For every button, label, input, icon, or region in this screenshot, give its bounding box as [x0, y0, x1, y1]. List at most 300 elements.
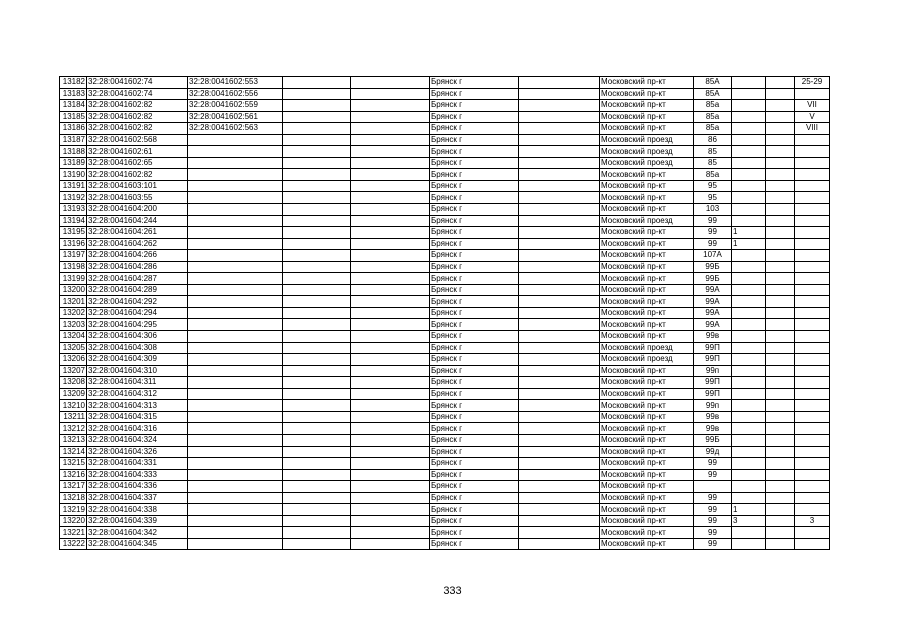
house-cell: 107А	[694, 250, 732, 262]
blank-col-5-cell	[351, 388, 430, 400]
related-cadastral-number-cell	[188, 388, 283, 400]
table-row	[60, 88, 830, 100]
corpus-cell	[766, 261, 795, 273]
blank-col-4-cell	[283, 411, 351, 423]
related-cadastral-number-cell	[188, 538, 283, 550]
blank-col-7-cell	[519, 400, 600, 412]
blank-col-5-cell	[351, 77, 430, 89]
city-cell: Брянск г	[430, 319, 519, 331]
street-cell: Московский пр-кт	[600, 100, 694, 112]
blank-col-5-cell	[351, 238, 430, 250]
house-cell: 85а	[694, 123, 732, 135]
blank-col-7-cell	[519, 319, 600, 331]
cadastral-number-cell: 32:28:0041602:82	[87, 111, 188, 123]
flat-cell	[795, 238, 830, 250]
street-cell: Московский проезд	[600, 354, 694, 366]
house-cell: 103	[694, 204, 732, 216]
street-cell: Московский проезд	[600, 134, 694, 146]
blank-col-4-cell	[283, 527, 351, 539]
corpus-cell	[766, 377, 795, 389]
cadastral-number-cell: 32:28:0041604:312	[87, 388, 188, 400]
flat-cell	[795, 504, 830, 516]
blank-col-7-cell	[519, 238, 600, 250]
blank-col-5-cell	[351, 319, 430, 331]
flat-cell	[795, 527, 830, 539]
table-row	[60, 458, 830, 470]
blank-col-4-cell	[283, 331, 351, 343]
city-cell: Брянск г	[430, 100, 519, 112]
street-cell: Московский пр-кт	[600, 434, 694, 446]
related-cadastral-number-cell	[188, 319, 283, 331]
blank-col-4-cell	[283, 261, 351, 273]
related-cadastral-number-cell	[188, 261, 283, 273]
related-cadastral-number-cell	[188, 492, 283, 504]
row-number-cell: 13207	[60, 365, 87, 377]
blank-col-4-cell	[283, 481, 351, 493]
house-cell: 99	[694, 458, 732, 470]
house-cell: 99Б	[694, 261, 732, 273]
blank-col-4-cell	[283, 77, 351, 89]
table-row	[60, 515, 830, 527]
corpus-cell	[766, 123, 795, 135]
building-cell	[732, 354, 766, 366]
blank-col-5-cell	[351, 423, 430, 435]
street-cell: Московский пр-кт	[600, 238, 694, 250]
street-cell: Московский пр-кт	[600, 77, 694, 89]
flat-cell	[795, 469, 830, 481]
related-cadastral-number-cell	[188, 434, 283, 446]
blank-col-5-cell	[351, 169, 430, 181]
blank-col-4-cell	[283, 377, 351, 389]
building-cell	[732, 446, 766, 458]
building-cell	[732, 284, 766, 296]
cadastral-number-cell: 32:28:0041604:336	[87, 481, 188, 493]
blank-col-5-cell	[351, 157, 430, 169]
blank-col-4-cell	[283, 238, 351, 250]
table-row	[60, 527, 830, 539]
table-row	[60, 504, 830, 516]
row-number-cell: 13186	[60, 123, 87, 135]
blank-col-5-cell	[351, 111, 430, 123]
building-cell	[732, 169, 766, 181]
corpus-cell	[766, 492, 795, 504]
cadastral-number-cell: 32:28:0041602:568	[87, 134, 188, 146]
flat-cell	[795, 423, 830, 435]
row-number-cell: 13213	[60, 434, 87, 446]
related-cadastral-number-cell	[188, 331, 283, 343]
blank-col-7-cell	[519, 469, 600, 481]
blank-col-5-cell	[351, 192, 430, 204]
city-cell: Брянск г	[430, 215, 519, 227]
corpus-cell	[766, 238, 795, 250]
blank-col-4-cell	[283, 365, 351, 377]
related-cadastral-number-cell	[188, 250, 283, 262]
row-number-cell: 13220	[60, 515, 87, 527]
city-cell: Брянск г	[430, 469, 519, 481]
blank-col-7-cell	[519, 492, 600, 504]
cadastral-number-cell: 32:28:0041602:82	[87, 123, 188, 135]
related-cadastral-number-cell	[188, 365, 283, 377]
building-cell	[732, 157, 766, 169]
row-number-cell: 13215	[60, 458, 87, 470]
row-number-cell: 13222	[60, 538, 87, 550]
building-cell	[732, 273, 766, 285]
house-cell: 99А	[694, 284, 732, 296]
street-cell: Московский пр-кт	[600, 481, 694, 493]
cadastral-number-cell: 32:28:0041604:324	[87, 434, 188, 446]
row-number-cell: 13211	[60, 411, 87, 423]
corpus-cell	[766, 411, 795, 423]
building-cell	[732, 492, 766, 504]
table-row	[60, 319, 830, 331]
flat-cell: 3	[795, 515, 830, 527]
building-cell	[732, 481, 766, 493]
blank-col-5-cell	[351, 538, 430, 550]
table-row	[60, 423, 830, 435]
cadastral-number-cell: 32:28:0041604:286	[87, 261, 188, 273]
related-cadastral-number-cell	[188, 469, 283, 481]
city-cell: Брянск г	[430, 527, 519, 539]
street-cell: Московский пр-кт	[600, 469, 694, 481]
row-number-cell: 13210	[60, 400, 87, 412]
flat-cell	[795, 250, 830, 262]
house-cell: 95	[694, 192, 732, 204]
city-cell: Брянск г	[430, 434, 519, 446]
street-cell: Московский пр-кт	[600, 192, 694, 204]
blank-col-5-cell	[351, 284, 430, 296]
blank-col-5-cell	[351, 88, 430, 100]
street-cell: Московский пр-кт	[600, 273, 694, 285]
blank-col-7-cell	[519, 123, 600, 135]
row-number-cell: 13201	[60, 296, 87, 308]
related-cadastral-number-cell	[188, 423, 283, 435]
building-cell: 1	[732, 238, 766, 250]
row-number-cell: 13200	[60, 284, 87, 296]
building-cell: 1	[732, 504, 766, 516]
city-cell: Брянск г	[430, 388, 519, 400]
related-cadastral-number-cell	[188, 146, 283, 158]
corpus-cell	[766, 146, 795, 158]
blank-col-7-cell	[519, 100, 600, 112]
table-row	[60, 238, 830, 250]
blank-col-5-cell	[351, 250, 430, 262]
related-cadastral-number-cell	[188, 273, 283, 285]
street-cell: Московский пр-кт	[600, 504, 694, 516]
blank-col-5-cell	[351, 481, 430, 493]
table-row	[60, 296, 830, 308]
cadastral-number-cell: 32:28:0041604:295	[87, 319, 188, 331]
house-cell: 99в	[694, 331, 732, 343]
cadastral-number-cell: 32:28:0041604:342	[87, 527, 188, 539]
city-cell: Брянск г	[430, 504, 519, 516]
table-row	[60, 342, 830, 354]
corpus-cell	[766, 88, 795, 100]
table-row	[60, 284, 830, 296]
city-cell: Брянск г	[430, 146, 519, 158]
corpus-cell	[766, 388, 795, 400]
building-cell	[732, 296, 766, 308]
blank-col-5-cell	[351, 273, 430, 285]
related-cadastral-number-cell	[188, 227, 283, 239]
building-cell	[732, 469, 766, 481]
street-cell: Московский пр-кт	[600, 400, 694, 412]
flat-cell	[795, 365, 830, 377]
blank-col-4-cell	[283, 111, 351, 123]
building-cell	[732, 458, 766, 470]
building-cell	[732, 215, 766, 227]
cadastral-number-cell: 32:28:0041604:309	[87, 354, 188, 366]
blank-col-7-cell	[519, 204, 600, 216]
blank-col-5-cell	[351, 458, 430, 470]
blank-col-7-cell	[519, 504, 600, 516]
blank-col-4-cell	[283, 180, 351, 192]
blank-col-5-cell	[351, 123, 430, 135]
flat-cell	[795, 411, 830, 423]
blank-col-7-cell	[519, 423, 600, 435]
corpus-cell	[766, 423, 795, 435]
blank-col-7-cell	[519, 365, 600, 377]
table-row	[60, 273, 830, 285]
blank-col-4-cell	[283, 157, 351, 169]
related-cadastral-number-cell: 32:28:0041602:553	[188, 77, 283, 89]
house-cell: 99Б	[694, 434, 732, 446]
row-number-cell: 13218	[60, 492, 87, 504]
flat-cell	[795, 215, 830, 227]
row-number-cell: 13212	[60, 423, 87, 435]
table-row	[60, 192, 830, 204]
city-cell: Брянск г	[430, 342, 519, 354]
related-cadastral-number-cell	[188, 157, 283, 169]
city-cell: Брянск г	[430, 157, 519, 169]
blank-col-7-cell	[519, 538, 600, 550]
building-cell	[732, 111, 766, 123]
blank-col-4-cell	[283, 215, 351, 227]
row-number-cell: 13221	[60, 527, 87, 539]
building-cell	[732, 192, 766, 204]
city-cell: Брянск г	[430, 250, 519, 262]
related-cadastral-number-cell	[188, 134, 283, 146]
corpus-cell	[766, 307, 795, 319]
blank-col-5-cell	[351, 204, 430, 216]
street-cell: Московский пр-кт	[600, 169, 694, 181]
blank-col-4-cell	[283, 227, 351, 239]
house-cell: 85	[694, 146, 732, 158]
corpus-cell	[766, 342, 795, 354]
street-cell: Московский пр-кт	[600, 538, 694, 550]
row-number-cell: 13183	[60, 88, 87, 100]
blank-col-4-cell	[283, 515, 351, 527]
city-cell: Брянск г	[430, 134, 519, 146]
street-cell: Московский проезд	[600, 157, 694, 169]
city-cell: Брянск г	[430, 411, 519, 423]
table-row	[60, 215, 830, 227]
blank-col-7-cell	[519, 434, 600, 446]
flat-cell	[795, 446, 830, 458]
flat-cell: 25-29	[795, 77, 830, 89]
blank-col-5-cell	[351, 365, 430, 377]
corpus-cell	[766, 538, 795, 550]
blank-col-5-cell	[351, 134, 430, 146]
related-cadastral-number-cell	[188, 180, 283, 192]
row-number-cell: 13203	[60, 319, 87, 331]
related-cadastral-number-cell	[188, 215, 283, 227]
building-cell	[732, 434, 766, 446]
street-cell: Московский пр-кт	[600, 515, 694, 527]
flat-cell	[795, 434, 830, 446]
blank-col-7-cell	[519, 169, 600, 181]
table-row	[60, 250, 830, 262]
house-cell: 99	[694, 527, 732, 539]
blank-col-4-cell	[283, 504, 351, 516]
blank-col-5-cell	[351, 411, 430, 423]
blank-col-5-cell	[351, 331, 430, 343]
blank-col-7-cell	[519, 250, 600, 262]
table-row	[60, 77, 830, 89]
cadastral-number-cell: 32:28:0041604:261	[87, 227, 188, 239]
city-cell: Брянск г	[430, 88, 519, 100]
blank-col-4-cell	[283, 538, 351, 550]
building-cell	[732, 331, 766, 343]
table-row	[60, 446, 830, 458]
street-cell: Московский пр-кт	[600, 123, 694, 135]
related-cadastral-number-cell: 32:28:0041602:561	[188, 111, 283, 123]
flat-cell: V	[795, 111, 830, 123]
flat-cell	[795, 169, 830, 181]
city-cell: Брянск г	[430, 204, 519, 216]
flat-cell	[795, 481, 830, 493]
city-cell: Брянск г	[430, 377, 519, 389]
flat-cell	[795, 134, 830, 146]
table-body	[60, 77, 830, 550]
corpus-cell	[766, 284, 795, 296]
table-row	[60, 377, 830, 389]
house-cell: 99А	[694, 307, 732, 319]
street-cell: Московский пр-кт	[600, 423, 694, 435]
blank-col-4-cell	[283, 319, 351, 331]
street-cell: Московский пр-кт	[600, 446, 694, 458]
flat-cell	[795, 319, 830, 331]
cadastral-number-cell: 32:28:0041604:316	[87, 423, 188, 435]
building-cell	[732, 411, 766, 423]
building-cell	[732, 423, 766, 435]
flat-cell	[795, 400, 830, 412]
blank-col-5-cell	[351, 100, 430, 112]
blank-col-7-cell	[519, 458, 600, 470]
building-cell	[732, 100, 766, 112]
corpus-cell	[766, 134, 795, 146]
house-cell: 99в	[694, 411, 732, 423]
blank-col-7-cell	[519, 527, 600, 539]
blank-col-4-cell	[283, 100, 351, 112]
blank-col-7-cell	[519, 388, 600, 400]
house-cell: 99Б	[694, 273, 732, 285]
house-cell: 85А	[694, 88, 732, 100]
house-cell: 85	[694, 157, 732, 169]
related-cadastral-number-cell	[188, 204, 283, 216]
city-cell: Брянск г	[430, 423, 519, 435]
blank-col-4-cell	[283, 273, 351, 285]
blank-col-7-cell	[519, 377, 600, 389]
cadastral-number-cell: 32:28:0041604:262	[87, 238, 188, 250]
building-cell	[732, 388, 766, 400]
row-number-cell: 13199	[60, 273, 87, 285]
related-cadastral-number-cell	[188, 307, 283, 319]
building-cell	[732, 307, 766, 319]
blank-col-5-cell	[351, 146, 430, 158]
related-cadastral-number-cell	[188, 504, 283, 516]
flat-cell: VII	[795, 100, 830, 112]
blank-col-4-cell	[283, 388, 351, 400]
row-number-cell: 13189	[60, 157, 87, 169]
blank-col-4-cell	[283, 204, 351, 216]
blank-col-7-cell	[519, 515, 600, 527]
flat-cell	[795, 146, 830, 158]
blank-col-4-cell	[283, 400, 351, 412]
table-row	[60, 261, 830, 273]
blank-col-5-cell	[351, 261, 430, 273]
corpus-cell	[766, 296, 795, 308]
building-cell	[732, 123, 766, 135]
corpus-cell	[766, 215, 795, 227]
cadastral-number-cell: 32:28:0041602:61	[87, 146, 188, 158]
city-cell: Брянск г	[430, 446, 519, 458]
blank-col-5-cell	[351, 492, 430, 504]
table-row	[60, 111, 830, 123]
city-cell: Брянск г	[430, 180, 519, 192]
row-number-cell: 13197	[60, 250, 87, 262]
cadastral-number-cell: 32:28:0041604:310	[87, 365, 188, 377]
blank-col-5-cell	[351, 504, 430, 516]
blank-col-7-cell	[519, 215, 600, 227]
blank-col-5-cell	[351, 215, 430, 227]
city-cell: Брянск г	[430, 77, 519, 89]
row-number-cell: 13198	[60, 261, 87, 273]
table-row	[60, 100, 830, 112]
row-number-cell: 13185	[60, 111, 87, 123]
blank-col-7-cell	[519, 146, 600, 158]
city-cell: Брянск г	[430, 307, 519, 319]
house-cell: 99	[694, 504, 732, 516]
table-row	[60, 157, 830, 169]
table-row	[60, 123, 830, 135]
row-number-cell: 13193	[60, 204, 87, 216]
table-row	[60, 331, 830, 343]
house-cell: 99А	[694, 319, 732, 331]
blank-col-4-cell	[283, 469, 351, 481]
blank-col-7-cell	[519, 261, 600, 273]
blank-col-4-cell	[283, 354, 351, 366]
flat-cell	[795, 157, 830, 169]
blank-col-7-cell	[519, 227, 600, 239]
blank-col-5-cell	[351, 296, 430, 308]
related-cadastral-number-cell	[188, 527, 283, 539]
row-number-cell: 13204	[60, 331, 87, 343]
table-row	[60, 538, 830, 550]
related-cadastral-number-cell	[188, 458, 283, 470]
corpus-cell	[766, 227, 795, 239]
row-number-cell: 13190	[60, 169, 87, 181]
cadastral-number-cell: 32:28:0041604:326	[87, 446, 188, 458]
row-number-cell: 13209	[60, 388, 87, 400]
city-cell: Брянск г	[430, 365, 519, 377]
building-cell	[732, 342, 766, 354]
street-cell: Московский пр-кт	[600, 319, 694, 331]
house-cell: 99	[694, 538, 732, 550]
related-cadastral-number-cell	[188, 446, 283, 458]
blank-col-5-cell	[351, 527, 430, 539]
related-cadastral-number-cell	[188, 400, 283, 412]
row-number-cell: 13187	[60, 134, 87, 146]
